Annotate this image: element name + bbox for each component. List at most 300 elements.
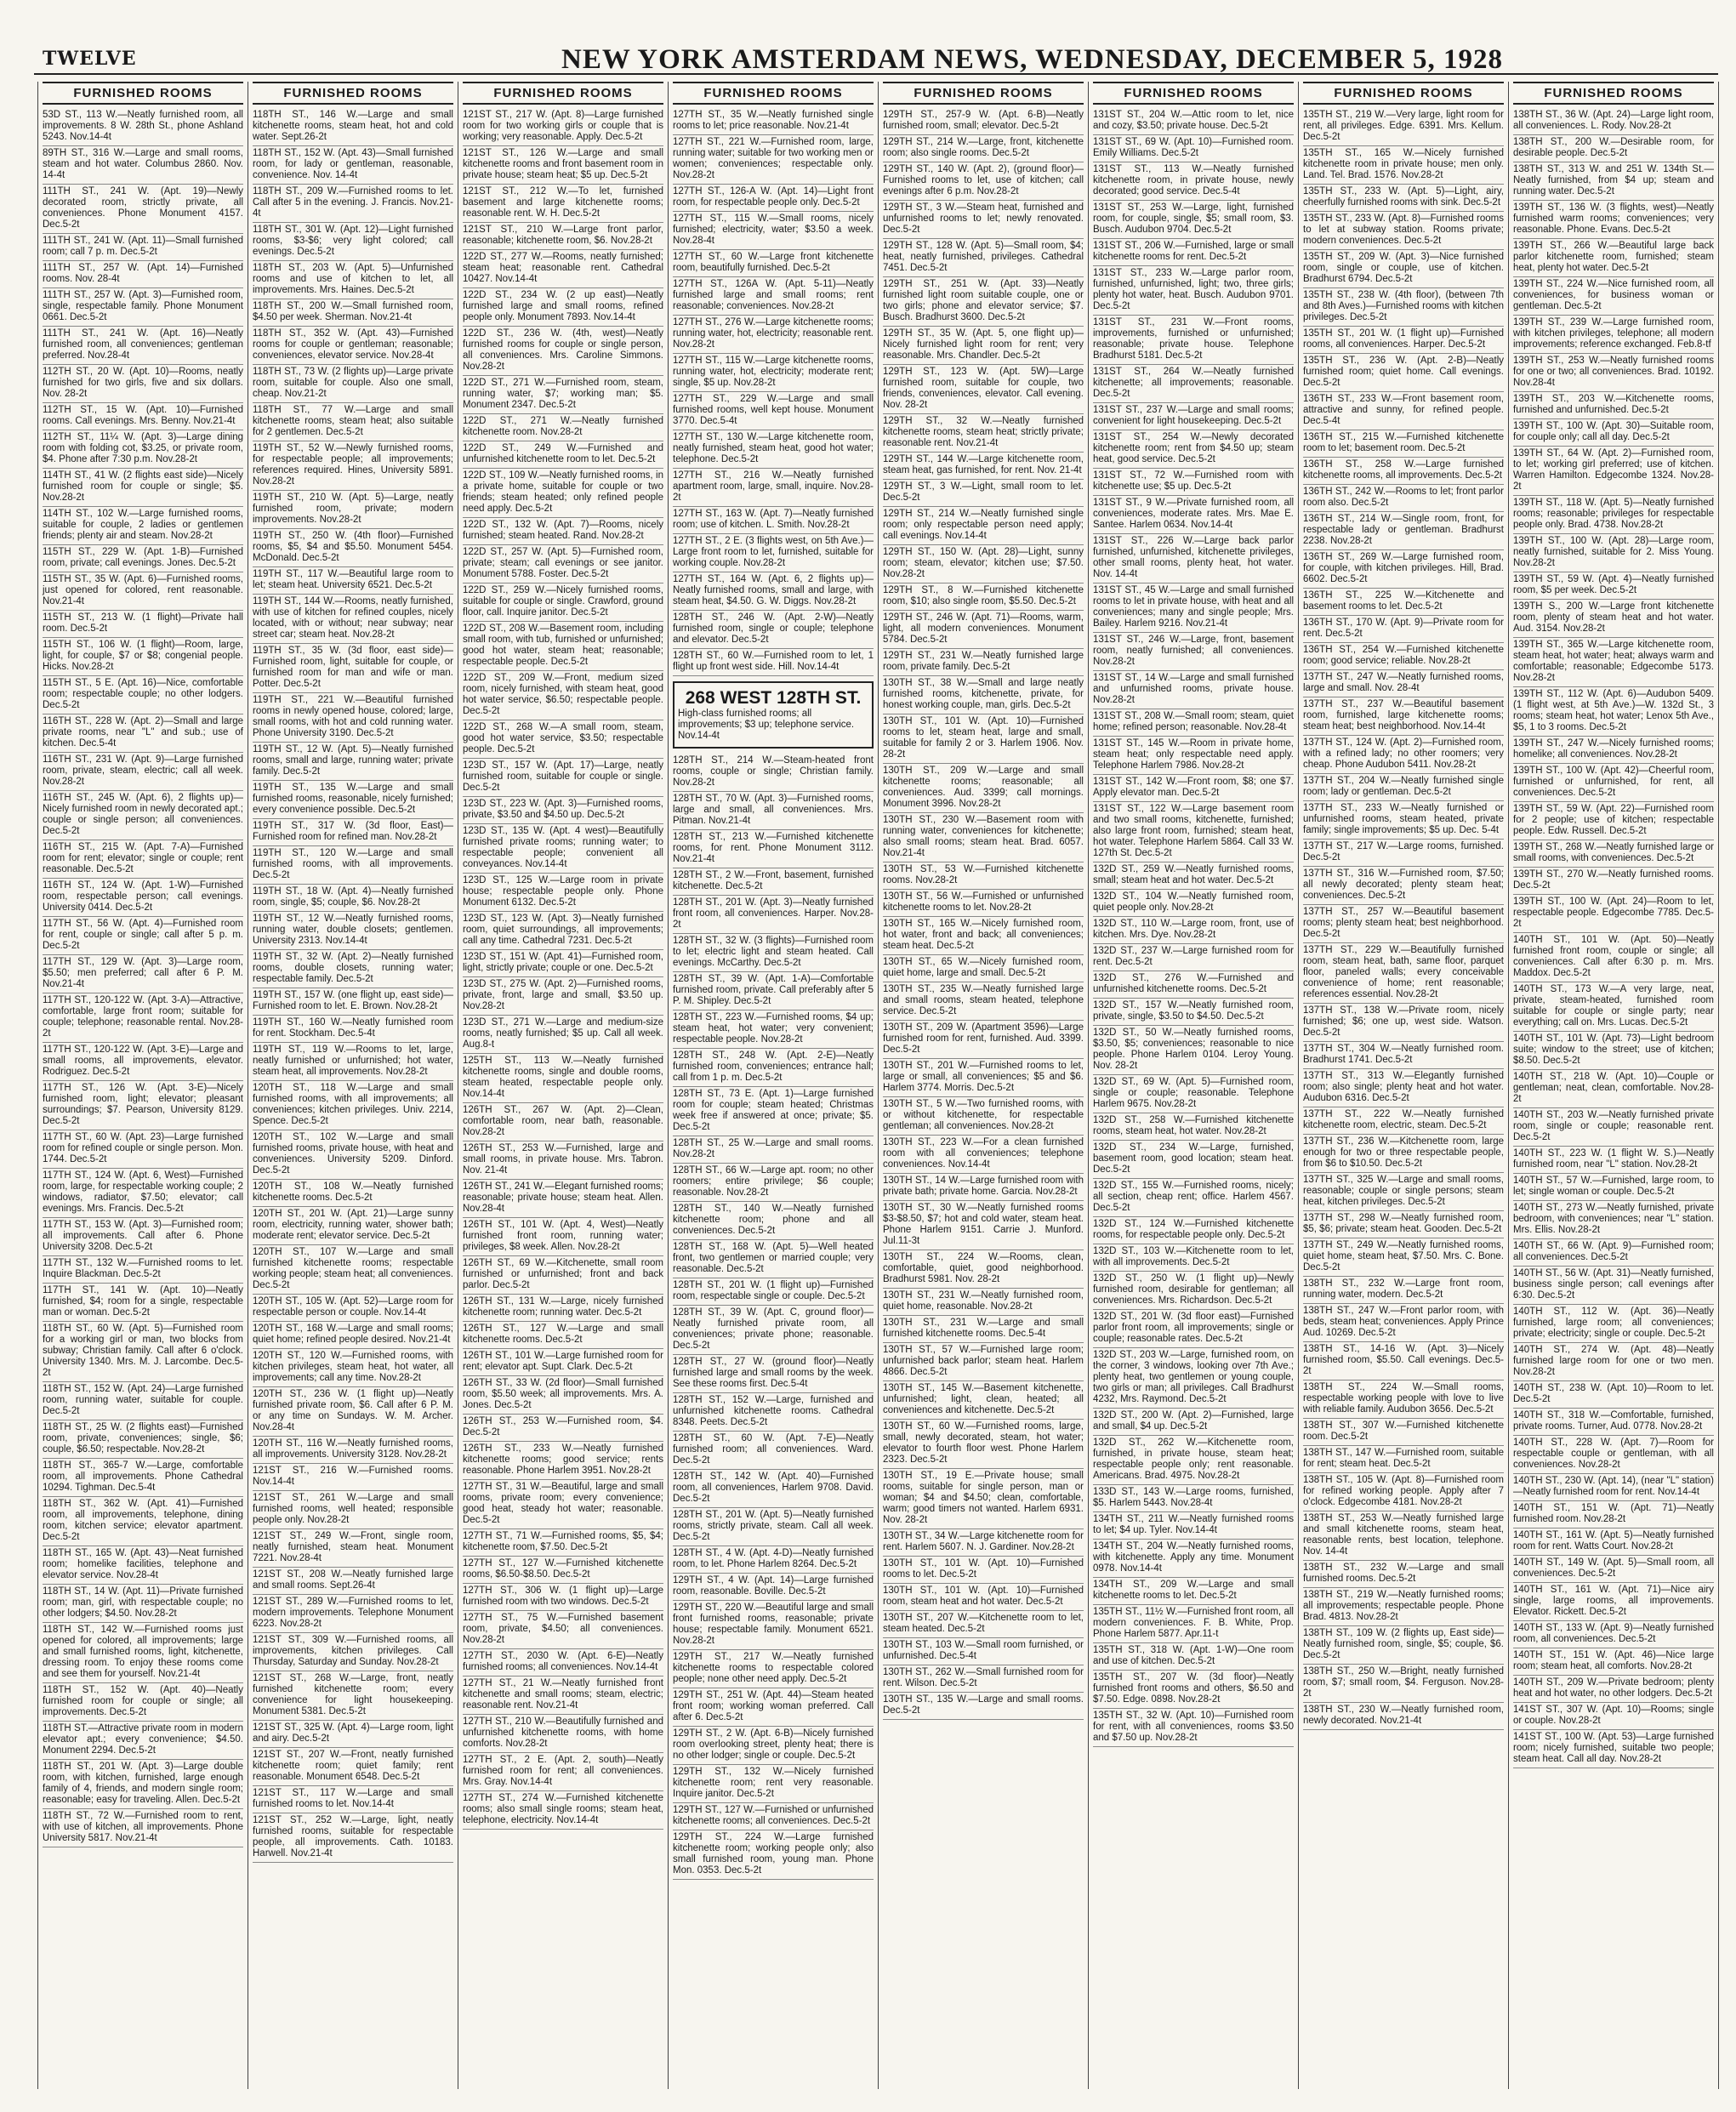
classified-ad: 121ST ST., 212 W.—To let, furnished basement and large kitchenette rooms; reasonable rent. W. H. Dec.5-2t [463, 185, 663, 223]
classified-ad: 137TH ST., 138 W.—Private room, nicely furnished; $6; one up, west side. Watson. Dec.5-2t [1303, 1004, 1504, 1042]
classified-ad: 140TH ST., 57 W.—Furnished, large room, to let; single woman or couple. Dec.5-2t [1513, 1174, 1714, 1201]
classified-ad: 129TH ST., 220 W.—Beautiful large and small front furnished rooms, reasonable; private house; respectable family. Monument 6521. Nov.28-2t [673, 1601, 874, 1650]
classified-ad: 139TH ST., 59 W. (Apt. 4)—Neatly furnished room, $5 per week. Dec.5-2t [1513, 572, 1714, 600]
classified-ad: 140TH ST., 230 W. (Apt. 14), (near "L" station)—Neatly furnished room for rent. Nov.14-4t [1513, 1474, 1714, 1501]
classified-ad: 127TH ST., 115 W.—Large kitchenette rooms, running water, hot, electricity; moderate rent; single, $5 up. Nov.28-2t [673, 354, 874, 392]
classified-ad: 131ST ST., 204 W.—Attic room to let, nice and cozy, $3.50; private house. Dec.5-2t [1093, 108, 1294, 135]
classified-ad: 89TH ST., 316 W.—Large and small rooms, steam and hot water. Columbus 2860. Nov. 14-4t [43, 146, 243, 185]
column-heading: FURNISHED ROOMS [43, 82, 243, 105]
classified-ad: 136TH ST., 170 W. (Apt. 9)—Private room for rent. Dec.5-2t [1303, 616, 1504, 643]
classified-ad: 140TH ST., 273 W.—Neatly furnished, private bedroom, with conveniences; near "L" station. Mrs. Ellis. Nov.28-2t [1513, 1201, 1714, 1239]
classified-ad: 129TH ST., 128 W. (Apt. 5)—Small room, $4; heat, neatly furnished, privileges. Cathedral 7451. Dec.5-2t [883, 239, 1084, 277]
classified-ad: 137TH ST., 204 W.—Neatly furnished single room; lady or gentleman. Dec.5-2t [1303, 774, 1504, 801]
column-heading: FURNISHED ROOMS [1513, 82, 1714, 105]
classified-ad: 112TH ST., 15 W. (Apt. 10)—Furnished rooms. Call evenings. Mrs. Benny. Nov.21-4t [43, 403, 243, 430]
classified-ad: 135TH ST., 209 W. (Apt. 3)—Nice furnished room, single or couple, use of kitchen. Bradhurst 6794. Dec.5-2t [1303, 250, 1504, 288]
classified-ad: 116TH ST., 228 W. (Apt. 2)—Small and large private rooms, near "L" and sub.; use of kitchen. Dec.5-4t [43, 714, 243, 753]
classified-ad: 130TH ST., 5 W.—Two furnished rooms, with or without kitchenette, for respectable gentleman; all conveniences. Nov.28-2t [883, 1097, 1084, 1136]
classified-ad: 127TH ST., 2030 W. (Apt. 6-E)—Neatly furnished rooms; all conveniences. Nov.14-4t [463, 1649, 663, 1677]
classified-ad: 129TH ST., 140 W. (Apt. 2), (ground floor)—Furnished rooms to let, use of kitchen; call evenings after 6 p.m. Nov.28-2t [883, 162, 1084, 201]
classified-ad: 139TH ST., 268 W.—Neatly furnished large or small rooms, with conveniences. Dec.5-2t [1513, 840, 1714, 868]
classified-ad: 119TH ST., 117 W.—Beautiful large room to let; steam heat. University 6521. Dec.5-2t [253, 567, 453, 595]
classified-ad: 127TH ST., 216 W.—Neatly furnished apartment room, large, small, inquire. Nov.28-2t [673, 469, 874, 507]
classified-ad: 140TH ST., 101 W. (Apt. 50)—Neatly furnished front room, couple or single; all conveniences. Call after 6:30 p. m. Mrs. Maddox. Dec.5-2t [1513, 933, 1714, 982]
classified-ad: 118TH ST., 152 W. (Apt. 43)—Small furnished room, for lady or gentleman, reasonable, convenience. Nov. 14-4t [253, 146, 453, 185]
classified-column [248, 82, 458, 2089]
classified-ad: 132D ST., 103 W.—Kitchenette room to let, with all improvements. Dec.5-2t [1093, 1244, 1294, 1272]
classified-ad: 129TH ST., 214 W.—Neatly furnished single room; only respectable person need apply; call evenings. Nov.14-4t [883, 507, 1084, 545]
classified-ad: 127TH ST., 115 W.—Small rooms, nicely furnished; electricity, water; $3.50 a week. Nov.28-4t [673, 212, 874, 250]
classified-ad: 129TH ST., 144 W.—Large kitchenette room, steam heat, gas furnished, for rent. Nov. 21-4t [883, 453, 1084, 480]
classified-ad: 127TH ST., 130 W.—Large kitchenette room, neatly furnished, steam heat, good hot water; telephone. Dec.5-2t [673, 430, 874, 469]
classified-ad: 128TH ST., 60 W. (Apt. 7-E)—Neatly furnished room; all conveniences. Ward. Dec.5-2t [673, 1432, 874, 1470]
classified-ad: 131ST ST., 113 W.—Neatly furnished kitchenette room, in private house, newly decorated; good service. Dec.5-4t [1093, 162, 1294, 201]
classified-ad: 123D ST., 157 W. (Apt. 17)—Large, neatly furnished room, suitable for couple or single. Dec.5-2t [463, 759, 663, 797]
classified-ad: 129TH ST., 3 W.—Steam heat, furnished and unfurnished rooms to let; newly renovated. Dec.5-2t [883, 201, 1084, 239]
classified-ad: 131ST ST., 72 W.—Furnished room with kitchenette use; $5 up. Dec.5-2t [1093, 469, 1294, 496]
classified-ad: 128TH ST., 223 W.—Furnished rooms, $4 up; steam heat, hot water; very convenient; respectable people. Nov.28-2t [673, 1010, 874, 1049]
classified-ad: 127TH ST., 163 W. (Apt. 7)—Neatly furnished room; use of kitchen. L. Smith. Nov.28-2t [673, 507, 874, 534]
classified-ad: 129TH ST., 246 W. (Apt. 71)—Rooms, warm, light, all modern conveniences. Monument 5784. Dec.5-2t [883, 611, 1084, 649]
classified-ad: 131ST ST., 122 W.—Large basement room and two small rooms, kitchenette, furnished; also large front room, furnished; steam heat, hot water. Telephone Harlem 5864. Call 33 W. 127th St. Dec.5-2t [1093, 802, 1294, 862]
classified-ad: 128TH ST., 27 W. (ground floor)—Neatly furnished large and small rooms by the week. See these rooms first. Dec.5-4t [673, 1355, 874, 1393]
classified-ad: 139TH S., 200 W.—Large front kitchenette room, plenty of steam heat and hot water. Aud. 3154. Nov.28-2t [1513, 600, 1714, 638]
classified-column [669, 82, 879, 2089]
classified-ad: 120TH ST., 102 W.—Large and small furnished rooms, private house, with heat and conveniences. University 5209. Dinford. Dec.5-2t [253, 1130, 453, 1180]
column-heading: FURNISHED ROOMS [1303, 82, 1504, 105]
classified-ad: 131ST ST., 208 W.—Small room; steam, quiet home; refined person; reasonable. Nov.28-4t [1093, 709, 1294, 737]
classified-ad: 120TH ST., 108 W.—Neatly furnished kitchenette rooms. Dec.5-2t [253, 1180, 453, 1207]
display-ad-box [673, 681, 874, 749]
classified-ad: 126TH ST., 131 W.—Large, nicely furnished kitchenette room; running water. Dec.5-2t [463, 1295, 663, 1322]
classified-ad: 127TH ST., 306 W. (1 flight up)—Large furnished room with two windows. Dec.5-2t [463, 1584, 663, 1611]
classified-ad: 121ST ST., 261 W.—Large and small furnished rooms, well heated; responsible people only. Nov.28-2t [253, 1491, 453, 1529]
classified-ad: 140TH ST., 218 W. (Apt. 10)—Couple or gentleman; neat, clean, comfortable. Nov.28-2t [1513, 1070, 1714, 1108]
classified-ad: 116TH ST., 215 W. (Apt. 7-A)—Furnished room for rent; elevator; single or couple; rent reasonable. Dec.5-2t [43, 840, 243, 879]
classified-ad: 130TH ST., 60 W.—Furnished rooms, large, small, newly decorated, steam, hot water; elevator to fourth floor west. Phone Harlem 2323. Dec.5-2t [883, 1420, 1084, 1469]
classified-ad: 127TH ST., 71 W.—Furnished rooms, $5, $4; kitchenette room, $7.50. Dec.5-2t [463, 1529, 663, 1557]
classified-ad: 128TH ST., 140 W.—Neatly furnished kitchenette room; phone and all conveniences. Dec.5-2t [673, 1202, 874, 1240]
classified-ad: 122D ST., 109 W.—Neatly furnished rooms, in a private home, suitable for couple or two friends; steam heated; only refined people need apply. Dec.5-2t [463, 469, 663, 518]
classified-ad: 138TH ST., 219 W.—Neatly furnished rooms; all improvements; respectable people. Phone Brad. 4813. Nov.28-2t [1303, 1588, 1504, 1626]
classified-ad: 116TH ST., 231 W. (Apt. 9)—Large furnished room, private, steam, electric; call all week. Nov.28-2t [43, 753, 243, 791]
classified-ad: 121ST ST., 217 W. (Apt. 8)—Large furnished room for two working girls or couple that is working; very reasonable. Apply. Dec.5-2t [463, 108, 663, 146]
masthead [34, 44, 1718, 75]
classified-ad: 132D ST., 234 W.—Large, furnished, basement room, good location; steam heat. Dec.5-2t [1093, 1141, 1294, 1179]
classified-ad: 140TH ST., 149 W. (Apt. 5)—Small room, all conveniences. Dec.5-2t [1513, 1556, 1714, 1583]
classified-ad: 133D ST., 143 W.—Large rooms, furnished, $5. Harlem 5443. Nov.28-4t [1093, 1485, 1294, 1512]
classified-ad: 116TH ST., 245 W. (Apt. 6), 2 flights up)—Nicely furnished room in newly decorated apt.; couple or single person; all conveniences. Dec.5-2t [43, 791, 243, 840]
classified-ad: 115TH ST., 229 W. (Apt. 1-B)—Furnished room, private; call evenings. Jones. Dec.5-2t [43, 545, 243, 572]
classified-ad: 140TH ST., 209 W.—Private bedroom; plenty heat and hot water, no other lodgers. Dec.5-2t [1513, 1676, 1714, 1703]
classified-ad: 130TH ST., 38 W.—Small and large neatly furnished rooms, kitchenette, private, for honest working couple, man, girls. Dec.5-2t [883, 676, 1084, 714]
classified-ad: 122D ST., 257 W. (Apt. 5)—Furnished room, private; steam; call evenings or see janitor. Monument 5788. Foster. Dec.5-2t [463, 545, 663, 584]
classified-ad: 140TH ST., 161 W. (Apt. 71)—Nice airy single, large rooms, all improvements. Elevator. Rickett. Dec.5-2t [1513, 1583, 1714, 1621]
classified-ad: 135TH ST., 236 W. (Apt. 2-B)—Neatly furnished room; quiet home. Call evenings. Dec.5-2t [1303, 354, 1504, 392]
classified-ad: 126TH ST., 101 W.—Large furnished room for rent; elevator apt. Supt. Clark. Dec.5-2t [463, 1349, 663, 1376]
classified-column [1509, 82, 1719, 2089]
classified-ad: 129TH ST., 150 W. (Apt. 28)—Light, sunny room; steam, elevator; kitchen use; $7.50. Nov.28-2t [883, 545, 1084, 584]
classified-ad: 115TH ST., 106 W. (1 flight)—Room, large, light, for couple, $7 or $8; congenial people. Hicks. Nov.28-2t [43, 638, 243, 676]
classified-ad: 140TH ST., 274 W. (Apt. 48)—Neatly furnished large room for one or two men. Nov.28-2t [1513, 1343, 1714, 1381]
classified-ad: 136TH ST., 242 W.—Rooms to let; front parlor room also. Dec.5-2t [1303, 485, 1504, 512]
classified-ad: 121ST ST., 210 W.—Large front parlor, reasonable; kitchenette room, $6. Nov.28-2t [463, 223, 663, 250]
classified-ad: 118TH ST., 209 W.—Furnished rooms to let. Call after 5 in the evening. J. Francis. Nov.21-4t [253, 185, 453, 223]
classified-ad: 132D ST., 200 W. (Apt. 2)—Furnished, large and small, $4 up. Dec.5-2t [1093, 1409, 1294, 1436]
classified-ad: 131ST ST., 206 W.—Furnished, large or small kitchenette rooms for rent. Dec.5-2t [1093, 239, 1294, 266]
classified-ad: 130TH ST., 224 W.—Rooms, clean, comfortable, quiet, good neighborhood. Bradhurst 5981. Nov. 28-2t [883, 1250, 1084, 1289]
classified-ad: 115TH ST., 35 W. (Apt. 6)—Furnished rooms, just opened for colored, rent reasonable. Nov.21-4t [43, 572, 243, 611]
classified-ad: 130TH ST., 201 W.—Furnished rooms to let, large or small, all conveniences; $5 and $6. Harlem 3774. Morris. Dec.5-2t [883, 1059, 1084, 1097]
classified-ad: 117TH ST., 153 W. (Apt. 3)—Furnished room; all improvements. Call after 6. Phone University 3208. Dec.5-2t [43, 1218, 243, 1256]
classified-ad: 127TH ST., 21 W.—Neatly furnished front kitchenette and small rooms; steam, electric; reasonable rent. Nov.21-4t [463, 1677, 663, 1715]
classified-ad: 126TH ST., 33 W. (2d floor)—Small furnished room, $5.50 week; all improvements. Mrs. A. Jones. Dec.5-2t [463, 1376, 663, 1415]
classified-ad: 128TH ST., 213 W.—Furnished kitchenette rooms, for rent. Phone Monument 3112. Nov.21-4t [673, 830, 874, 868]
classified-ad: 118TH ST., 146 W.—Large and small kitchenette rooms, steam heat, hot and cold water. Sept.26-2t [253, 108, 453, 146]
classified-columns [37, 82, 1726, 2089]
classified-ad: 128TH ST., 142 W. (Apt. 40)—Furnished room, all conveniences, Harlem 9708. David. Dec.5-2t [673, 1470, 874, 1508]
classified-ad: 130TH ST., 209 W.—Large and small kitchenette rooms; reasonable; all conveniences. Aud. 3399; call mornings. Monument 3996. Nov.28-2t [883, 764, 1084, 813]
classified-ad: 122D ST., 249 W.—Furnished and unfurnished kitchenette room to let. Dec.5-2t [463, 441, 663, 469]
classified-ad: 130TH ST., 53 W.—Furnished kitchenette rooms. Nov.28-2t [883, 862, 1084, 890]
classified-ad: 53D ST., 113 W.—Neatly furnished room, all improvements. 8 W. 28th St., phone Ashland 5243. Nov.14-4t [43, 108, 243, 146]
classified-ad: 137TH ST., 124 W. (Apt. 2)—Furnished room, with a refined lady; no other roomers; very cheap. Phone Audubon 5411. Nov.28-2t [1303, 736, 1504, 774]
classified-ad: 126TH ST., 253 W.—Furnished room, $4. Dec.5-2t [463, 1415, 663, 1442]
classified-ad: 127TH ST., 75 W.—Furnished basement room, private, $4.50; all conveniences. Nov.28-2t [463, 1611, 663, 1649]
classified-ad: 123D ST., 223 W. (Apt. 3)—Furnished rooms, private, $3.50 and $4.50 up. Dec.5-2t [463, 797, 663, 824]
classified-ad: 120TH ST., 118 W.—Large and small furnished rooms, with all improvements; all conveniences; kitchen privileges. Univ. 2214, Spence. Dec.5-2t [253, 1081, 453, 1130]
classified-ad: 137TH ST., 236 W.—Kitchenette room, large enough for two or three respectable people, from $6 to $10.50. Dec.5-2t [1303, 1135, 1504, 1173]
classified-ad: 130TH ST., 57 W.—Furnished large room; unfurnished back parlor; steam heat. Harlem 4866. Dec.5-2t [883, 1343, 1084, 1381]
classified-ad: 135TH ST., 318 W. (Apt. 1-W)—One room and use of kitchen. Dec.5-2t [1093, 1643, 1294, 1671]
classified-ad: 132D ST., 155 W.—Furnished rooms, nicely; all section, cheap rent; office. Harlem 4567. Dec.5-2t [1093, 1179, 1294, 1217]
classified-ad: 128TH ST., 32 W. (3 flights)—Furnished room to let; electric light and steam heated. Call evenings. McCarthy. Dec.5-2t [673, 934, 874, 972]
classified-ad: 128TH ST., 39 W. (Apt. 1-A)—Comfortable furnished room, private. Call preferably after 5 P. M. Shipley. Dec.5-2t [673, 972, 874, 1010]
classified-ad: 131ST ST., 226 W.—Large back parlor furnished, unfurnished, kitchenette privileges, other small rooms, plenty heat, hot water. Nov. 14-4t [1093, 534, 1294, 584]
classified-ad: 131ST ST., 69 W. (Apt. 10)—Furnished room. Emily Williams. Dec.5-2t [1093, 135, 1294, 162]
classified-ad: 137TH ST., 325 W.—Large and small rooms, reasonable; couple or single persons; steam heat, kitchen privileges. Dec.5-2t [1303, 1173, 1504, 1211]
classified-ad: 127TH ST., 210 W.—Beautifully furnished and unfurnished kitchenette rooms, with home comforts. Nov.28-2t [463, 1715, 663, 1753]
classified-ad: 119TH ST., 317 W. (3d floor, East)—Furnished room for refined man. Nov.28-2t [253, 819, 453, 846]
classified-ad: 119TH ST., 144 W.—Rooms, neatly furnished, with use of kitchen for refined couples, nicely located, with or without; near subway; near street car; steam heat. Nov.28-2t [253, 595, 453, 644]
classified-ad: 122D ST., 259 W.—Nicely furnished rooms, suitable for couple or single. Crawford, ground floor, call. Inquire janitor. Dec.5-2t [463, 584, 663, 622]
classified-ad: 138TH ST., 109 W. (2 flights up, East side)—Neatly furnished room, single, $5; couple, $6. Dec.5-2t [1303, 1626, 1504, 1665]
classified-column [1299, 82, 1509, 2089]
classified-ad: 127TH ST., 127 W.—Furnished kitchenette rooms, $6.50-$8.50. Dec.5-2t [463, 1557, 663, 1584]
classified-ad: 112TH ST., 20 W. (Apt. 10)—Rooms, neatly furnished for two girls, five and six dollars. Nov. 28-2t [43, 365, 243, 403]
classified-ad: 139TH ST., 118 W. (Apt. 5)—Neatly furnished rooms; reasonable; privileges for respectable people only. Brad. 4738. Nov.28-2t [1513, 496, 1714, 534]
classified-ad: 130TH ST., 231 W.—Large and small furnished kitchenette rooms. Dec.5-4t [883, 1316, 1084, 1343]
classified-ad: 137TH ST., 237 W.—Beautiful basement room, furnished, large kitchenette rooms; steam heat; best neighborhood. Nov.14-4t [1303, 697, 1504, 736]
classified-ad: 121ST ST., 117 W.—Large and small furnished rooms to let. Nov.14-4t [253, 1786, 453, 1813]
classified-ad: 122D ST., 277 W.—Rooms, neatly furnished; steam heat; reasonable rent. Cathedral 10427. Nov.14-4t [463, 250, 663, 288]
classified-ad: 130TH ST., 65 W.—Nicely furnished room, quiet home, large and small. Dec.5-2t [883, 955, 1084, 982]
classified-ad: 118TH ST., 25 W. (2 flights east)—Furnished room, private, conveniences; single, $6; couple, $6.50; respectable. Nov.28-2t [43, 1420, 243, 1459]
classified-ad: 117TH ST., 120-122 W. (Apt. 3-E)—Large and small rooms, all improvements, elevator. Rodriguez. Dec.5-2t [43, 1043, 243, 1081]
classified-column [879, 82, 1089, 2089]
classified-ad: 140TH ST., 133 W. (Apt. 9)—Neatly furnished room, all conveniences. Dec.5-2t [1513, 1621, 1714, 1648]
classified-ad: 111TH ST., 241 W. (Apt. 11)—Small furnished room; call 7 p. m. Dec.5-2t [43, 234, 243, 261]
classified-ad: 126TH ST., 241 W.—Elegant furnished rooms; reasonable; private house; steam heat. Allen. Nov.28-4t [463, 1180, 663, 1218]
classified-ad: 131ST ST., 145 W.—Room in private home, steam heat; only respectable need apply. Telephone Harlem 7986. Nov.28-2t [1093, 737, 1294, 775]
classified-ad: 118TH ST., 73 W. (2 flights up)—Large private room, suitable for couple. Also one small, cheap. Nov.21-2t [253, 365, 453, 403]
classified-ad: 118TH ST., 203 W. (Apt. 5)—Unfurnished rooms and use of kitchen to let, all improvements. Mrs. Haines. Dec.5-2t [253, 261, 453, 299]
classified-ad: 140TH ST., 101 W. (Apt. 73)—Light bedroom suite; window to the street; use of kitchen; $8.50. Dec.5-2t [1513, 1032, 1714, 1070]
classified-ad: 115TH ST., 213 W. (1 flight)—Private hall room. Dec.5-2t [43, 611, 243, 638]
classified-ad: 118TH ST., 352 W. (Apt. 43)—Furnished rooms for couple or gentleman; reasonable; conveniences, elevator service. Nov.28-4t [253, 327, 453, 365]
classified-ad: 134TH ST., 204 W.—Neatly furnished rooms, with kitchenette. Apply any time. Monument 0978. Nov.14-4t [1093, 1540, 1294, 1578]
classified-ad: 136TH ST., 254 W.—Furnished kitchenette room; good service; reliable. Nov.28-2t [1303, 643, 1504, 670]
classified-ad: 131ST ST., 237 W.—Large and small rooms; convenient for light housekeeping. Dec.5-2t [1093, 403, 1294, 430]
classified-ad: 121ST ST., 126 W.—Large and small kitchenette rooms and front basement room in private house; steam heat; $5 up. Dec.5-2t [463, 146, 663, 185]
classified-ad: 121ST ST., 289 W.—Furnished rooms to let, modern improvements. Telephone Monument 6223. Nov.28-2t [253, 1595, 453, 1633]
classified-ad: 138TH ST., 253 W.—Neatly furnished large and small kitchenette rooms, steam heat, reasonable rents, best location, telephone. Nov. 14-4t [1303, 1511, 1504, 1561]
classified-ad: 129TH ST., 214 W.—Large, front, kitchenette room; also single rooms. Dec.5-2t [883, 135, 1084, 162]
classified-ad: 136TH ST., 215 W.—Furnished kitchenette room to let; basement room. Dec.5-2t [1303, 430, 1504, 458]
classified-ad: 136TH ST., 214 W.—Single room, front, for respectable lady or gentleman. Bradhurst 2238. Nov.28-2t [1303, 512, 1504, 550]
classified-ad: 136TH ST., 258 W.—Large furnished kitchenette rooms, all improvements. Dec.5-2t [1303, 458, 1504, 485]
classified-ad: 122D ST., 132 W. (Apt. 7)—Rooms, nicely furnished; steam heated. Rand. Nov.28-2t [463, 518, 663, 545]
classified-ad: 128TH ST., 66 W.—Large apt. room; no other roomers; entire privilege; $6 couple; reasonable. Nov.28-2t [673, 1164, 874, 1202]
classified-ad: 135TH ST., 11½ W.—Furnished front room, all modern conveniences. F. B. White, Prop. Phone Harlem 5877. Apr.11-t [1093, 1605, 1294, 1643]
classified-ad: 128TH ST., 2 W.—Front, basement, furnished kitchenette. Dec.5-2t [673, 868, 874, 896]
classified-ad: 129TH ST., 32 W.—Neatly furnished kitchenette rooms, steam heat; strictly private; reasonable rent. Nov.21-4t [883, 414, 1084, 453]
classified-ad: 127TH ST., 60 W.—Large front kitchenette room, beautifully furnished. Dec.5-2t [673, 250, 874, 277]
classified-ad: 139TH ST., 59 W. (Apt. 22)—Furnished room for 2 people; use of kitchen; respectable people. Edw. Russell. Dec.5-2t [1513, 802, 1714, 840]
classified-ad: 132D ST., 250 W. (1 flight up)—Newly furnished room, desirable for gentleman; all conveniences. Mrs. Richardson. Dec.5-2t [1093, 1272, 1294, 1310]
classified-ad: 117TH ST., 56 W. (Apt. 4)—Furnished room for rent, couple or single; call after 5 p. m. Dec.5-2t [43, 917, 243, 955]
classified-ad: 127TH ST., 35 W.—Neatly furnished single rooms to let; price reasonable. Nov.21-4t [673, 108, 874, 135]
classified-ad: 132D ST., 157 W.—Neatly furnished room, private, single, $3.50 to $4.50. Dec.5-2t [1093, 999, 1294, 1026]
classified-ad: 138TH ST., 36 W. (Apt. 24)—Large light room, all conveniences. L. Rody. Nov.28-2t [1513, 108, 1714, 135]
classified-ad: 135TH ST., 233 W. (Apt. 8)—Furnished rooms to let at subway station. Rooms private; modern conveniences. Dec.5-2t [1303, 212, 1504, 250]
classified-ad: 135TH ST., 219 W.—Very large, light room for rent, all privileges. Edge. 6391. Mrs. Kellum. Dec.5-2t [1303, 108, 1504, 146]
display-ad-body: High-class furnished rooms; all improvements; $3 up; telephone service. Nov.14-4t [678, 709, 855, 741]
classified-ad: 131ST ST., 233 W.—Large parlor room, furnished, unfurnished, light; two, three girls; plenty hot water, heat. Busch. Audubon 9701. Dec.5-2t [1093, 266, 1294, 316]
classified-ad: 140TH ST., 173 W.—A very large, neat, private, steam-heated, furnished room suitable for couple or single party; near everything; call on. Mrs. Lucas. Dec.5-2t [1513, 982, 1714, 1032]
classified-ad: 137TH ST., 316 W.—Furnished room, $7.50; all newly decorated; plenty steam heat; conveniences. Dec.5-2t [1303, 867, 1504, 905]
classified-ad: 129TH ST., 217 W.—Neatly furnished kitchenette rooms to respectable colored people; none other need apply. Dec.5-2t [673, 1650, 874, 1688]
classified-ad: 131ST ST., 254 W.—Newly decorated kitchenette room; rent from $4.50 up; steam heat, good service. Dec.5-2t [1093, 430, 1294, 469]
classified-ad: 131ST ST., 231 W.—Front rooms, improvements, furnished or unfurnished; reasonable; private house. Telephone Bradhurst 5181. Dec.5-2t [1093, 316, 1294, 365]
classified-ad: 127TH ST., 2 E. (Apt. 2, south)—Neatly furnished room for rent; all conveniences. Mrs. Gray. Nov.14-4t [463, 1753, 663, 1791]
classified-ad: 122D ST., 271 W.—Furnished room, steam, running water, $7; working man; $5. Monument 2347. Dec.5-2t [463, 376, 663, 414]
classified-ad: 119TH ST., 250 W. (4th floor)—Furnished rooms, $5, $4 and $5.50. Monument 5454. McDonald. Dec.5-2t [253, 529, 453, 567]
classified-ad: 127TH ST., 221 W.—Furnished room, large, running water; suitable for two working men or women; conveniences; respectable only. Nov.28-2t [673, 135, 874, 185]
classified-ad: 136TH ST., 233 W.—Front basement room, attractive and sunny, for refined people. Dec.5-4t [1303, 392, 1504, 430]
classified-ad: 139TH ST., 100 W. (Apt. 24)—Room to let, respectable people. Edgecombe 7785. Dec.5-2t [1513, 895, 1714, 933]
classified-ad: 129TH ST., 2 W. (Apt. 6-B)—Nicely furnished room overlooking street, plenty heat; there is no other lodger; single or couple. Dec.5-2t [673, 1727, 874, 1765]
column-heading: FURNISHED ROOMS [1093, 82, 1294, 105]
classified-ad: 132D ST., 50 W.—Neatly furnished rooms, $3.50, $5; conveniences; reasonable to nice people. Phone Harlem 0104. Leroy Young. Nov. 28-2t [1093, 1026, 1294, 1075]
classified-ad: 119TH ST., 32 W. (Apt. 2)—Neatly furnished rooms, double closets, running water; respectable family. Dec.5-2t [253, 950, 453, 988]
classified-ad: 122D ST., 268 W.—A small room, steam, good hot water service, $3.50; respectable people. Dec.5-2t [463, 720, 663, 759]
classified-ad: 138TH ST., 313 W. and 251 W. 134th St.—Neatly furnished, from $4 up; steam and running water. Dec.5-2t [1513, 162, 1714, 201]
classified-ad: 139TH ST., 136 W. (3 flights, west)—Neatly furnished warm rooms; conveniences; very reasonable. Phone. Evans. Dec.5-2t [1513, 201, 1714, 239]
classified-ad: 137TH ST., 249 W.—Neatly furnished rooms, quiet home, steam heat, $7.50. Mrs. C. Bone. Dec.5-2t [1303, 1238, 1504, 1277]
classified-ad: 137TH ST., 257 W.—Beautiful basement rooms; plenty steam heat; best neighborhood. Dec.5-2t [1303, 905, 1504, 943]
classified-ad: 131ST ST., 45 W.—Large and small furnished rooms to let in private house, with heat and all conveniences; many and single people; Mrs. Bailey. Harlem 9216. Nov.21-4t [1093, 584, 1294, 633]
classified-ad: 123D ST., 275 W. (Apt. 2)—Furnished rooms, private, front, large and small, $3.50 up. Nov.28-2t [463, 977, 663, 1016]
classified-ad: 137TH ST., 217 W.—Large rooms, furnished. Dec.5-2t [1303, 840, 1504, 867]
classified-ad: 130TH ST., 103 W.—Small room furnished, or unfurnished. Dec.5-4t [883, 1638, 1084, 1665]
column-heading: FURNISHED ROOMS [463, 82, 663, 105]
classified-ad: 139TH ST., 100 W. (Apt. 28)—Large room, neatly furnished, suitable for 2. Miss Young. Nov.28-2t [1513, 534, 1714, 572]
classified-ad: 137TH ST., 247 W.—Neatly furnished rooms, large and small. Nov. 28-4t [1303, 670, 1504, 697]
classified-ad: 121ST ST., 309 W.—Furnished rooms, all improvements, kitchen privileges. Call Thursday, Saturday and Sunday. Nov.28-2t [253, 1633, 453, 1671]
classified-ad: 129TH ST., 8 W.—Furnished kitchenette room, $10; also single room, $5.50. Dec.5-2t [883, 584, 1084, 611]
classified-ad: 117TH ST., 141 W. (Apt. 10)—Neatly furnished, $4; room for a single, respectable man or woman. Dec.5-2t [43, 1284, 243, 1322]
classified-ad: 119TH ST., 35 W. (3d floor, east side)—Furnished room, light, suitable for couple, or furnished room for man and wife or man. Potter. Dec.5-2t [253, 644, 453, 693]
classified-ad: 129TH ST., 224 W.—Large furnished kitchenette room; working people only; also small furnished room, young man. Phone Mon. 0353. Dec.5-2t [673, 1830, 874, 1880]
classified-ad: 139TH ST., 112 W. (Apt. 6)—Audubon 5409. (1 flight west, at 5th Ave.)—W. 132d St., 3 rooms; steam heat, hot water; Lenox 5th Ave., $5, 1 to 3 rooms. Dec.5-2t [1513, 687, 1714, 737]
classified-ad: 130TH ST., 230 W.—Basement room with running water, conveniences for kitchenette; also small rooms; steam heat. Brad. 6057. Nov.21-4t [883, 813, 1084, 862]
classified-ad: 131ST ST., 142 W.—Front room, $8; one $7. Apply elevator man. Dec.5-2t [1093, 775, 1294, 802]
newspaper-title: NEW YORK AMSTERDAM NEWS, WEDNESDAY, DECEMBER 5, 1928 [561, 44, 1503, 75]
classified-ad: 121ST ST., 207 W.—Front, neatly furnished kitchenette room; quiet family; rent reasonable. Monument 6548. Dec.5-2t [253, 1748, 453, 1786]
classified-ad: 140TH ST., 112 W. (Apt. 36)—Neatly furnished, large room; all conveniences; private; electricity; single or couple. Dec.5-2t [1513, 1305, 1714, 1343]
classified-ad: 140TH ST., 151 W. (Apt. 46)—Nice large room; steam heat, all comforts. Nov.28-2t [1513, 1648, 1714, 1676]
classified-ad: 126TH ST., 69 W.—Kitchenette, small room furnished or unfurnished; front and back parlor. Dec.5-2t [463, 1256, 663, 1295]
classified-ad: 129TH ST., 4 W. (Apt. 14)—Large furnished room, reasonable. Boville. Dec.5-2t [673, 1574, 874, 1601]
classified-ad: 132D ST., 203 W.—Large, furnished room, on the corner, 3 windows, looking over 7th Ave.; plenty heat, two gentlemen or young couple, two girls or man; all privileges. Call Bradhurst 4232, Mrs. Raymond. Dec.5-2t [1093, 1348, 1294, 1409]
classified-ad: 128TH ST., 152 W.—Large, furnished and unfurnished kitchenette rooms. Cathedral 8348. Peets. Dec.5-2t [673, 1393, 874, 1432]
classified-ad: 139TH ST., 224 W.—Nice furnished room, all conveniences, for business woman or gentleman. Dec.5-2t [1513, 277, 1714, 316]
classified-ad: 117TH ST., 129 W. (Apt. 3)—Large room, $5.50; men preferred; call after 6 P. M. Nov.21-4t [43, 955, 243, 993]
classified-ad: 119TH ST., 120 W.—Large and small furnished rooms, with all improvements. Dec.5-2t [253, 846, 453, 885]
classified-ad: 121ST ST., 268 W.—Large, front, neatly furnished kitchenette room; every convenience for light housekeeping. Monument 5381. Dec.5-2t [253, 1671, 453, 1721]
display-ad-headline: 268 WEST 128TH ST. [685, 688, 862, 708]
classified-ad: 130TH ST., 56 W.—Furnished or unfurnished kitchenette rooms to let. Nov.28-2t [883, 890, 1084, 917]
classified-ad: 138TH ST., 147 W.—Furnished room, suitable for rent; steam heat. Dec.5-2t [1303, 1446, 1504, 1473]
classified-ad: 128TH ST., 70 W. (Apt. 3)—Furnished rooms, large and small, all conveniences. Mrs. Pitman. Nov.21-4t [673, 792, 874, 830]
classified-ad: 119TH ST., 52 W.—Newly furnished rooms, for respectable people; all improvements; references required. Hines, University 5891. Nov.28-2t [253, 441, 453, 491]
classified-ad: 131ST ST., 14 W.—Large and small furnished and unfurnished rooms, private house. Nov.28-2t [1093, 671, 1294, 709]
classified-ad: 118TH ST., 14 W. (Apt. 11)—Private furnished room; man, girl, with respectable couple; no other lodgers; $4.50. Nov.28-2t [43, 1585, 243, 1623]
classified-ad: 128TH ST., 73 E. (Apt. 1)—Large furnished room for couple; steam heated; Christmas week free if answered at once; private; $5. Dec.5-2t [673, 1087, 874, 1136]
classified-ad: 127TH ST., 31 W.—Beautiful, large and small rooms, private room; every convenience; good heat, steady hot water; reasonable. Dec.5-2t [463, 1480, 663, 1529]
classified-ad: 140TH ST., 238 W. (Apt. 10)—Room to let. Dec.5-2t [1513, 1381, 1714, 1409]
classified-ad: 121ST ST., 325 W. (Apt. 4)—Large room, light and airy. Dec.5-2t [253, 1721, 453, 1748]
classified-ad: 129TH ST., 257-9 W. (Apt. 6-B)—Neatly furnished room, small; elevator. Dec.5-2t [883, 108, 1084, 135]
classified-ad: 129TH ST., 251 W. (Apt. 44)—Steam heated front room; working woman preferred. Call after 6. Dec.5-2t [673, 1688, 874, 1727]
classified-ad: 140TH ST., 161 W. (Apt. 5)—Neatly furnished room for rent. Watts Court. Nov.28-2t [1513, 1528, 1714, 1556]
classified-ad: 138TH ST., 247 W.—Front parlor room, with beds, steam heat; conveniences. Apply Prince Aud. 10269. Dec.5-2t [1303, 1304, 1504, 1342]
classified-ad: 120TH ST., 116 W.—Neatly furnished rooms, all improvements. University 3128. Nov.28-2t [253, 1437, 453, 1464]
classified-ad: 130TH ST., 101 W. (Apt. 10)—Furnished rooms to let, steam heat, large and small, suitable for family 2 or 3. Harlem 1906. Nov. 28-2t [883, 714, 1084, 764]
classified-ad: 118TH ST., 165 W. (Apt. 43)—Neat furnished room; homelike facilities, telephone and elevator service. Nov.28-4t [43, 1546, 243, 1585]
classified-ad: 132D ST., 276 W.—Furnished and unfurnished kitchenette rooms. Dec.5-2t [1093, 971, 1294, 999]
classified-ad: 139TH ST., 253 W.—Neatly furnished rooms for one or two; all conveniences. Brad. 10192. Nov.28-4t [1513, 354, 1714, 392]
classified-ad: 132D ST., 259 W.—Neatly furnished rooms, small; steam heat and hot water. Dec.5-2t [1093, 862, 1294, 890]
classified-ad: 118TH ST., 201 W. (Apt. 3)—Large double room, with kitchen, furnished, large enough family of 4, friends, and modern single room; reasonable; easy for traveling. Allen. Dec.5-2t [43, 1760, 243, 1809]
classified-ad: 140TH ST., 318 W.—Comfortable, furnished, private rooms. Turner, Aud. 0778. Nov.28-2t [1513, 1409, 1714, 1436]
classified-ad: 118TH ST., 77 W.—Large and small kitchenette rooms, steam heat; also suitable for 2 gentlemen. Dec.5-2t [253, 403, 453, 441]
classified-ad: 128TH ST., 25 W.—Large and small rooms. Nov.28-2t [673, 1136, 874, 1164]
classified-ad: 127TH ST., 164 W. (Apt. 6, 2 flights up)—Neatly furnished rooms, small and large, with steam heat, $4.50. G. W. Diggs. Nov.28-2t [673, 572, 874, 611]
classified-ad: 132D ST., 104 W.—Neatly furnished room, quiet people only. Nov.28-2t [1093, 890, 1294, 917]
page-number: TWELVE [43, 48, 137, 70]
classified-ad: 120TH ST., 201 W. (Apt. 21)—Large sunny room, electricity, running water, shower bath; moderate rent; elevator service. Dec.5-2t [253, 1207, 453, 1245]
classified-ad: 130TH ST., 223 W.—For a clean furnished room with all conveniences; telephone conveniences. Nov.14-4t [883, 1136, 1084, 1174]
classified-column [458, 82, 669, 2089]
classified-ad: 132D ST., 237 W.—Large furnished room for rent. Dec.5-2t [1093, 944, 1294, 971]
classified-ad: 119TH ST., 18 W. (Apt. 4)—Neatly furnished room, single, $5; couple, $6. Nov.28-2t [253, 885, 453, 912]
classified-ad: 140TH ST., 56 W. (Apt. 31)—Neatly furnished, business single person; call evenings after 6:30. Dec.5-2t [1513, 1267, 1714, 1305]
classified-ad: 132D ST., 124 W.—Furnished kitchenette rooms, for respectable people only. Dec.5-2t [1093, 1217, 1294, 1244]
classified-ad: 132D ST., 110 W.—Large room, front, use of kitchen. Mrs. Dye. Nov.28-2t [1093, 917, 1294, 944]
classified-column [38, 82, 248, 2089]
classified-ad: 130TH ST., 101 W. (Apt. 10)—Furnished room, steam heat and hot water. Dec.5-2t [883, 1584, 1084, 1611]
classified-ad: 116TH ST., 124 W. (Apt. 1-W)—Furnished room, respectable person; call evenings. University 0414. Dec.5-2t [43, 879, 243, 917]
classified-ad: 127TH ST., 276 W.—Large kitchenette rooms; running water, hot, electricity; reasonable rent. Nov.28-2t [673, 316, 874, 354]
classified-ad: 130TH ST., 165 W.—Nicely furnished room, hot water, front and back; all conveniences; steam heat. Dec.5-2t [883, 917, 1084, 955]
classified-ad: 119TH ST., 135 W.—Large and small furnished rooms, reasonable, nicely furnished; every convenience possible. Dec.5-2t [253, 781, 453, 819]
classified-ad: 122D ST., 208 W.—Basement room, including small room, with tub, furnished or unfurnished; good hot water, steam heat; reasonable; respectable people. Dec.5-2t [463, 622, 663, 671]
classified-ad: 137TH ST., 222 W.—Neatly furnished kitchenette room, electric, steam. Dec.5-2t [1303, 1107, 1504, 1135]
classified-ad: 130TH ST., 101 W. (Apt. 10)—Furnished rooms to let. Dec.5-2t [883, 1557, 1084, 1584]
classified-ad: 138TH ST., 200 W.—Desirable room, for desirable people. Dec.5-2t [1513, 135, 1714, 162]
classified-ad: 134TH ST., 211 W.—Neatly furnished rooms to let; $4 up. Tyler. Nov.14-4t [1093, 1512, 1294, 1540]
classified-ad: 132D ST., 69 W. (Apt. 5)—Furnished room, single or couple; reasonable. Telephone Harlem 9675. Nov.28-2t [1093, 1075, 1294, 1113]
classified-ad: 118TH ST., 72 W.—Furnished room to rent, with use of kitchen, all improvements. Phone University 5817. Nov.21-4t [43, 1809, 243, 1847]
classified-ad: 118TH ST., 152 W. (Apt. 24)—Large furnished room, running water, suitable for couple. Dec.5-2t [43, 1382, 243, 1420]
classified-ad: 139TH ST., 270 W.—Neatly furnished rooms. Dec.5-2t [1513, 868, 1714, 895]
classified-ad: 118TH ST., 365-7 W.—Large, comfortable room, all improvements. Phone Cathedral 10294. Tighman. Dec.5-4t [43, 1459, 243, 1497]
classified-ad: 138TH ST., 232 W.—Large front room, running water, modern. Dec.5-2t [1303, 1277, 1504, 1304]
classified-ad: 139TH ST., 64 W. (Apt. 2)—Furnished room, to let; working girl preferred; use of kitchen. Warren Hamilton. Edgecombe 1324. Nov.28-2t [1513, 447, 1714, 496]
classified-ad: 112TH ST., 11¼ W. (Apt. 3)—Large dining room with folding cot, $3.25, or private room, $4. Phone after 7:30 p.m. Nov.28-2t [43, 430, 243, 469]
column-heading: FURNISHED ROOMS [883, 82, 1084, 105]
classified-ad: 126TH ST., 267 W. (Apt. 2)—Clean, comfortable room, near bath, reasonable. Nov.28-2t [463, 1103, 663, 1141]
classified-ad: 140TH ST., 203 W.—Neatly furnished private room, single or couple; reasonable rent. Dec.5-2t [1513, 1108, 1714, 1147]
classified-ad: 121ST ST., 208 W.—Neatly furnished large and small rooms. Sept.26-4t [253, 1568, 453, 1595]
classified-ad: 129TH ST., 132 W.—Nicely furnished kitchenette room; rent very reasonable. Inquire janitor. Dec.5-2t [673, 1765, 874, 1803]
classified-ad: 135TH ST., 207 W. (3d floor)—Neatly furnished front rooms and others, $6.50 and $7.50. Edge. 0898. Nov.28-2t [1093, 1671, 1294, 1709]
classified-ad: 119TH ST., 210 W. (Apt. 5)—Large, neatly furnished room, private; modern improvements. Nov.28-2t [253, 491, 453, 529]
classified-ad: 128TH ST., 246 W. (Apt. 2-W)—Neatly furnished room, single or couple; telephone and elevator. Dec.5-2t [673, 611, 874, 649]
classified-ad: 140TH ST., 66 W. (Apt. 9)—Furnished room; all conveniences. Dec.5-2t [1513, 1239, 1714, 1267]
classified-ad: 141ST ST., 307 W. (Apt. 10)—Rooms; single or couple. Nov.28-2t [1513, 1703, 1714, 1730]
classified-ad: 128TH ST., 201 W. (Apt. 5)—Neatly furnished rooms, strictly private, steam. Call all week. Dec.5-2t [673, 1508, 874, 1546]
classified-ad: 117TH ST., 126 W. (Apt. 3-E)—Nicely furnished room, light; elevator; pleasant surroundings; $7. Pearson, University 8129. Dec.5-2t [43, 1081, 243, 1130]
classified-ad: 121ST ST., 252 W.—Large, light, neatly furnished rooms, suitable for respectable people, all improvements. Cath. 10183. Harwell. Nov.21-4t [253, 1813, 453, 1863]
classified-ad: 118TH ST., 142 W.—Furnished rooms just opened for colored, all improvements; large and small furnished rooms, light, kitchenette, dressing room. To enjoy these rooms come and see them for yourself. Nov.21-4t [43, 1623, 243, 1683]
classified-ad: 128TH ST., 39 W. (Apt. C, ground floor)—Neatly furnished private room, all conveniences; private phone; reasonable. Dec.5-2t [673, 1306, 874, 1355]
classified-ad: 130TH ST., 14 W.—Large furnished room with private bath; private home. Garcia. Nov.28-2t [883, 1174, 1084, 1201]
classified-ad: 126TH ST., 101 W. (Apt. 4, West)—Neatly furnished front room, running water; privileges, $8 week. Allen. Nov.28-2t [463, 1218, 663, 1256]
classified-ad: 119TH ST., 221 W.—Beautiful furnished rooms in newly opened house, colored; large, small rooms, with hot and cold running water. Phone University 3190. Dec.5-2t [253, 693, 453, 743]
classified-ad: 130TH ST., 30 W.—Neatly furnished rooms $3-$8.50, $7; hot and cold water, steam heat. Phone Harlem 9151. Carrie J. Munford. Jul.11-3t [883, 1201, 1084, 1250]
column-heading: FURNISHED ROOMS [253, 82, 453, 105]
classified-ad: 135TH ST., 201 W. (1 flight up)—Furnished rooms, all conveniences. Harper. Dec.5-2t [1303, 327, 1504, 354]
classified-ad: 129TH ST., 127 W.—Furnished or unfurnished kitchenette rooms; all conveniences. Dec.5-2t [673, 1803, 874, 1830]
classified-ad: 130TH ST., 235 W.—Neatly furnished large and small rooms, steam heated, telephone service. Dec.5-2t [883, 982, 1084, 1021]
classified-ad: 131ST ST., 246 W.—Large, front, basement room, neatly furnished; all conveniences. Nov.28-2t [1093, 633, 1294, 671]
classified-ad: 126TH ST., 253 W.—Furnished, large and small rooms, in private house. Mrs. Tabron. Nov. 21-4t [463, 1141, 663, 1180]
classified-ad: 131ST ST., 9 W.—Private furnished room, all conveniences, moderate rates. Mrs. Mae E. Santee. Harlem 0634. Nov.14-4t [1093, 496, 1294, 534]
classified-ad: 123D ST., 123 W. (Apt. 3)—Neatly furnished room, quiet surroundings, all improvements; call any time. Cathedral 7231. Dec.5-2t [463, 912, 663, 950]
classified-ad: 130TH ST., 135 W.—Large and small rooms. Dec.5-2t [883, 1693, 1084, 1720]
classified-ad: 138TH ST., 105 W. (Apt. 8)—Furnished room for refined working people. Apply after 7 o'clock. Edgecombe 4181. Nov.28-2t [1303, 1473, 1504, 1511]
classified-ad: 139TH ST., 239 W.—Large furnished room, with kitchen privileges, telephone; all modern improvements; reference exchanged. Feb.8-tf [1513, 316, 1714, 354]
classified-ad: 118TH ST., 362 W. (Apt. 41)—Furnished room, all improvements, telephone, dining room, kitchen service; elevator apartment. Dec.5-2t [43, 1497, 243, 1546]
classified-ad: 128TH ST., 60 W.—Furnished room to let, 1 flight up front west side. Hill. Nov.14-4t [673, 649, 874, 676]
classified-ad: 135TH ST., 165 W.—Nicely furnished kitchenette room in private house; men only. Land. Tel. Brad. 1576. Nov.28-2t [1303, 146, 1504, 185]
classified-ad: 126TH ST., 127 W.—Large and small kitchenette rooms. Dec.5-2t [463, 1322, 663, 1349]
classified-ad: 130TH ST., 231 W.—Neatly furnished room, quiet home, reasonable. Nov.28-2t [883, 1289, 1084, 1316]
classified-ad: 136TH ST., 269 W.—Large furnished room, for couple, with kitchen privileges. Hill, Brad. 6602. Dec.5-2t [1303, 550, 1504, 589]
